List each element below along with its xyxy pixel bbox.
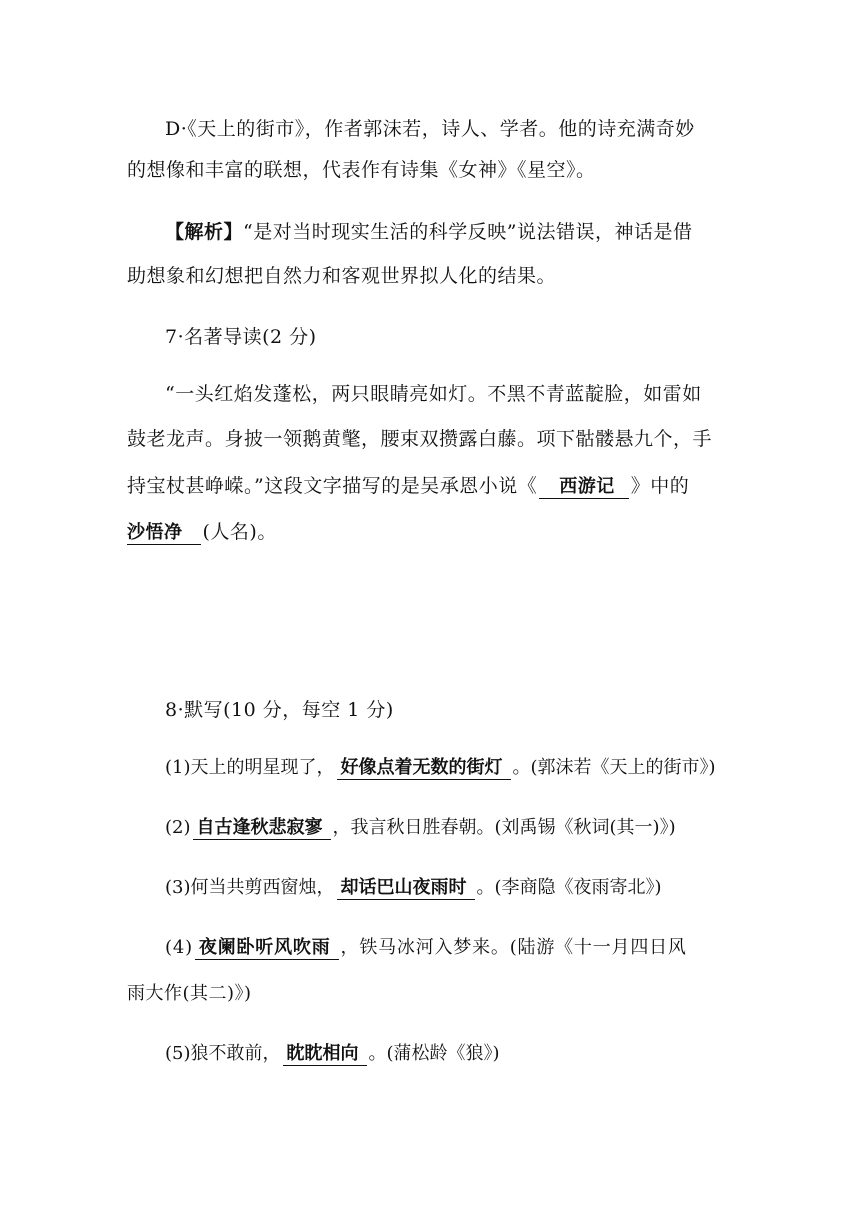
analysis-label: 【解析】	[165, 221, 244, 243]
option-d-line2: 的想像和丰富的联想，代表作有诗集《女神》《星空》。	[127, 159, 596, 181]
answer-book-title: 西游记	[539, 476, 629, 499]
q8-item-3-prefix: (3)何当共剪西窗烛，	[165, 877, 335, 898]
q8-item-4	[165, 934, 687, 962]
q7-line2: 鼓老龙声。身披一领鹅黄氅，腰束双攒露白藤。项下骷髅悬九个，手	[127, 428, 713, 450]
q8-item-2	[165, 814, 676, 842]
option-d-line1: D·《天上的街市》，作者郭沫若，诗人、学者。他的诗充满奇妙	[165, 118, 695, 140]
analysis-line2: 助想象和幻想把自然力和客观世界拟人化的结果。	[127, 265, 557, 287]
q8-item-5-answer: 眈眈相向	[283, 1043, 367, 1066]
q7-line3-prefix: 持宝杖甚峥嵘。”这段文字描写的是吴承恩小说《	[127, 475, 538, 497]
q8-item-4-line2: 雨大作(其二)》)	[127, 983, 252, 1004]
q8-heading: 8·默写(10 分，每空 1 分)	[165, 699, 394, 721]
analysis-text: “是对当时现实生活的科学反映”说法错误，神话是借	[243, 221, 693, 243]
q7-line3	[127, 472, 689, 500]
q7-line4	[127, 518, 277, 546]
q8-item-3-answer: 却话巴山夜雨时	[337, 877, 475, 900]
q8-item-1-prefix: (1)天上的明星现了，	[165, 757, 335, 778]
q7-line1: “一头红焰发蓬松，两只眼睛亮如灯。不黑不青蓝靛脸，如雷如	[165, 383, 702, 405]
answer-character-name: 沙悟净	[127, 522, 201, 545]
q8-item-5-prefix: (5)狼不敢前，	[165, 1043, 281, 1064]
q8-item-5-suffix: 。(蒲松龄《狼》)	[368, 1043, 500, 1064]
q7-line3-suffix: 》中的	[630, 475, 690, 497]
q8-item-4-suffix: ，铁马冰河入梦来。(陆游《十一月四日风	[340, 937, 687, 958]
q8-item-2-answer: 自古逢秋悲寂寥	[193, 817, 331, 840]
q8-item-1	[165, 754, 716, 782]
q8-item-5	[165, 1040, 500, 1068]
q8-item-4-answer: 夜阑卧听风吹雨	[195, 937, 339, 960]
q8-item-1-answer: 好像点着无数的街灯	[337, 757, 511, 780]
q8-item-2-prefix: (2)	[165, 817, 191, 838]
q8-item-4-prefix: (4)	[165, 937, 193, 958]
analysis-line1	[165, 218, 692, 246]
q8-item-3-suffix: 。(李商隐《夜雨寄北》)	[476, 877, 662, 898]
q7-heading: 7·名著导读(2 分)	[165, 326, 317, 348]
q8-item-2-suffix: ，我言秋日胜春朝。(刘禹锡《秋词(其一)》)	[332, 817, 676, 838]
q8-item-1-suffix: 。(郭沫若《天上的街市》)	[512, 757, 716, 778]
q8-item-3	[165, 874, 662, 902]
q7-line4-suffix: (人名)。	[202, 521, 277, 543]
